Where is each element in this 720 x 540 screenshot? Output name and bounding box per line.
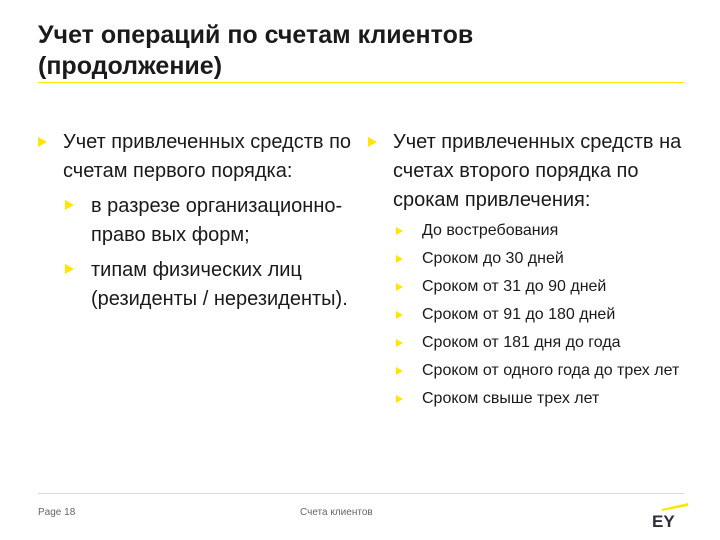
right-sub-bullet-text: Сроком от 181 дня до года — [422, 334, 621, 351]
triangle-bullet-icon — [65, 264, 74, 274]
title-divider — [38, 82, 684, 83]
left-main-bullet — [38, 128, 358, 186]
right-sub-bullet — [396, 275, 688, 299]
right-sub-bullet — [396, 359, 688, 383]
right-sub-bullet — [396, 303, 688, 327]
left-sub-bullet-text: в разрезе организационно-право вых форм; — [91, 195, 343, 246]
slide-title-line-2: (продолжение) — [38, 52, 223, 80]
left-sub-bullet — [65, 256, 358, 314]
triangle-bullet-icon — [396, 283, 403, 291]
left-column — [38, 128, 358, 314]
right-main-bullet-text: Учет привлеченных средств на счетах второго порядка по срокам привлечения: — [393, 131, 682, 211]
footer-section-label: Счета клиентов — [300, 507, 373, 518]
slide-title-line-1: Учет операций по счетам клиентов — [38, 21, 474, 49]
right-column — [368, 128, 688, 411]
triangle-bullet-icon — [396, 255, 403, 263]
right-sub-bullet-text: Сроком до 30 дней — [422, 250, 564, 267]
triangle-bullet-icon — [38, 137, 47, 147]
right-sub-bullet — [396, 247, 688, 271]
right-sub-bullet-text: Сроком свыше трех лет — [422, 390, 600, 407]
triangle-bullet-icon — [396, 395, 403, 403]
ey-logo-icon — [650, 500, 690, 530]
right-sub-bullet-text: Сроком от одного года до трех лет — [422, 362, 680, 379]
left-main-bullet-text: Учет привлеченных средств по счетам первого порядка: — [63, 131, 352, 182]
right-sub-bullet-text: Сроком от 31 до 90 дней — [422, 278, 607, 295]
right-sub-bullet — [396, 219, 688, 243]
slide-title — [38, 20, 688, 82]
right-sub-bullet — [396, 331, 688, 355]
triangle-bullet-icon — [396, 367, 403, 375]
page-number: Page 18 — [38, 507, 76, 518]
footer-divider — [38, 493, 684, 494]
left-sub-bullet-text: типам физических лиц (резиденты / нерезиденты). — [91, 259, 348, 310]
logo-beam — [662, 503, 688, 511]
right-main-bullet — [368, 128, 688, 215]
triangle-bullet-icon — [396, 339, 403, 347]
triangle-bullet-icon — [65, 200, 74, 210]
logo-lettering: EY — [652, 512, 675, 530]
triangle-bullet-icon — [368, 137, 377, 147]
triangle-bullet-icon — [396, 311, 403, 319]
left-sub-bullet — [65, 192, 358, 250]
right-sub-bullet — [396, 387, 688, 411]
right-sub-bullet-text: Сроком от 91 до 180 дней — [422, 306, 616, 323]
triangle-bullet-icon — [396, 227, 403, 235]
right-sub-bullet-text: До востребования — [422, 222, 559, 239]
